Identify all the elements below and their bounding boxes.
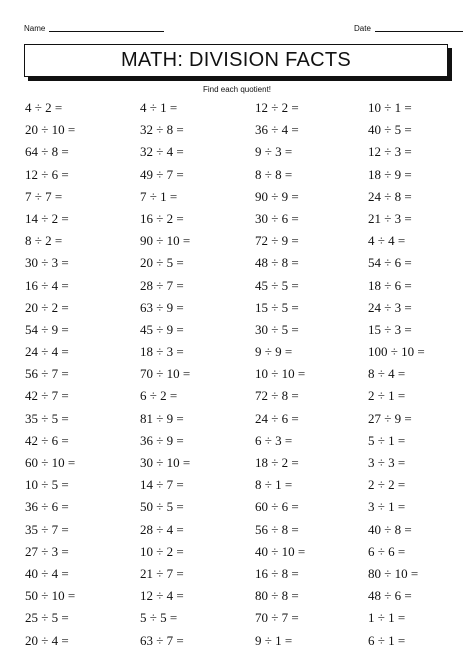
division-problem: 27 ÷ 3 = [25, 543, 69, 559]
division-problem: 28 ÷ 7 = [140, 277, 184, 293]
division-problem: 24 ÷ 6 = [255, 410, 299, 426]
division-problem: 1 ÷ 1 = [368, 610, 406, 626]
title-banner [24, 44, 448, 77]
division-problem: 40 ÷ 5 = [368, 122, 412, 138]
division-problem: 28 ÷ 4 = [140, 521, 184, 537]
division-problem: 40 ÷ 4 = [25, 565, 69, 581]
division-problem: 35 ÷ 5 = [25, 410, 69, 426]
division-problem: 18 ÷ 2 = [255, 455, 299, 470]
division-problem: 15 ÷ 3 = [368, 321, 412, 337]
division-problem: 2 ÷ 1 = [368, 388, 406, 404]
division-problem: 35 ÷ 7 = [25, 521, 69, 537]
division-problem: 8 ÷ 1 = [255, 477, 293, 493]
division-problem: 63 ÷ 7 = [140, 632, 184, 648]
division-problem: 9 ÷ 9 = [255, 344, 293, 360]
division-problem: 40 ÷ 8 = [368, 521, 412, 537]
instruction-text: Find each quotient! [202, 85, 272, 94]
division-problem: 50 ÷ 10 = [25, 588, 76, 604]
division-problem: 30 ÷ 3 = [25, 255, 69, 271]
division-problem: 12 ÷ 2 = [255, 100, 299, 115]
division-problem: 20 ÷ 10 = [25, 122, 76, 138]
division-problem: 24 ÷ 3 = [368, 299, 412, 315]
division-problem: 18 ÷ 3 = [140, 344, 184, 360]
division-problem: 16 ÷ 8 = [255, 565, 299, 581]
division-problem: 4 ÷ 4 = [368, 233, 406, 249]
division-problem: 5 ÷ 5 = [140, 610, 178, 626]
division-problem: 16 ÷ 2 = [140, 210, 184, 226]
division-problem: 36 ÷ 6 = [25, 499, 69, 515]
division-problem: 45 ÷ 9 = [140, 321, 184, 337]
division-problem: 49 ÷ 7 = [140, 166, 184, 182]
division-problem: 72 ÷ 9 = [255, 233, 299, 249]
division-problem: 10 ÷ 1 = [368, 100, 412, 115]
division-problem: 56 ÷ 8 = [255, 521, 299, 537]
problem-grid [25, 97, 465, 652]
division-problem: 4 ÷ 1 = [140, 100, 178, 115]
division-problem: 64 ÷ 8 = [25, 144, 69, 160]
division-problem: 4 ÷ 2 = [25, 100, 63, 115]
division-problem: 18 ÷ 9 = [368, 166, 412, 182]
division-problem: 42 ÷ 7 = [25, 388, 69, 404]
division-problem: 48 ÷ 8 = [255, 255, 299, 271]
division-problem: 12 ÷ 6 = [25, 166, 69, 182]
division-problem: 8 ÷ 2 = [25, 233, 63, 249]
division-problem: 3 ÷ 1 = [368, 499, 406, 515]
division-problem: 9 ÷ 3 = [255, 144, 293, 160]
division-problem: 100 ÷ 10 = [368, 344, 425, 360]
division-problem: 6 ÷ 6 = [368, 543, 406, 559]
division-problem: 8 ÷ 4 = [368, 366, 406, 382]
division-problem: 81 ÷ 9 = [140, 410, 184, 426]
date-label: Date [354, 24, 371, 33]
division-problem: 36 ÷ 4 = [255, 122, 299, 138]
division-problem: 90 ÷ 10 = [140, 233, 191, 249]
division-problem: 80 ÷ 8 = [255, 588, 299, 604]
division-problem: 54 ÷ 9 = [25, 321, 69, 337]
division-problem: 21 ÷ 7 = [140, 565, 184, 581]
division-problem: 50 ÷ 5 = [140, 499, 184, 515]
date-field [354, 24, 463, 33]
name-line [49, 31, 164, 32]
division-problem: 42 ÷ 6 = [25, 432, 69, 448]
division-problem: 90 ÷ 9 = [255, 188, 299, 204]
division-problem: 7 ÷ 1 = [140, 188, 178, 204]
division-problem: 30 ÷ 6 = [255, 210, 299, 226]
division-problem: 20 ÷ 4 = [25, 632, 69, 648]
division-problem: 12 ÷ 3 = [368, 144, 412, 160]
division-problem: 2 ÷ 2 = [368, 477, 406, 493]
division-problem: 9 ÷ 1 = [255, 632, 293, 648]
division-problem: 32 ÷ 8 = [140, 122, 184, 138]
division-problem: 15 ÷ 5 = [255, 299, 299, 315]
page-title: MATH: DIVISION FACTS [120, 49, 352, 71]
division-problem: 10 ÷ 2 = [140, 543, 184, 559]
division-problem: 70 ÷ 7 = [255, 610, 299, 626]
date-line [375, 31, 463, 32]
division-problem: 18 ÷ 6 = [368, 277, 412, 293]
division-problem: 5 ÷ 1 = [368, 432, 406, 448]
division-problem: 20 ÷ 2 = [25, 299, 69, 315]
division-problem: 30 ÷ 10 = [140, 455, 191, 470]
division-problem: 8 ÷ 8 = [255, 166, 293, 182]
name-field [24, 24, 164, 33]
division-problem: 54 ÷ 6 = [368, 255, 412, 271]
division-problem: 24 ÷ 4 = [25, 344, 69, 360]
division-problem: 25 ÷ 5 = [25, 610, 69, 626]
division-problem: 32 ÷ 4 = [140, 144, 184, 160]
division-problem: 6 ÷ 2 = [140, 388, 178, 404]
division-problem: 24 ÷ 8 = [368, 188, 412, 204]
division-problem: 21 ÷ 3 = [368, 210, 412, 226]
division-problem: 6 ÷ 3 = [255, 432, 293, 448]
division-problem: 36 ÷ 9 = [140, 432, 184, 448]
division-problem: 3 ÷ 3 = [368, 455, 406, 470]
division-problem: 14 ÷ 2 = [25, 210, 69, 226]
title-box [24, 44, 448, 77]
header-fields [24, 24, 450, 36]
division-problem: 7 ÷ 7 = [25, 188, 63, 204]
division-problem: 30 ÷ 5 = [255, 321, 299, 337]
division-problem: 70 ÷ 10 = [140, 366, 191, 382]
division-problem: 45 ÷ 5 = [255, 277, 299, 293]
name-label: Name [24, 24, 46, 33]
division-problem: 80 ÷ 10 = [368, 565, 419, 581]
division-problem: 56 ÷ 7 = [25, 366, 69, 382]
division-problem: 10 ÷ 10 = [255, 366, 306, 382]
division-problem: 60 ÷ 6 = [255, 499, 299, 515]
division-problem: 27 ÷ 9 = [368, 410, 412, 426]
division-problem: 20 ÷ 5 = [140, 255, 184, 271]
division-problem: 40 ÷ 10 = [255, 543, 306, 559]
division-problem: 10 ÷ 5 = [25, 477, 69, 493]
division-problem: 14 ÷ 7 = [140, 477, 184, 493]
division-problem: 60 ÷ 10 = [25, 455, 76, 470]
division-problem: 48 ÷ 6 = [368, 588, 412, 604]
division-problem: 6 ÷ 1 = [368, 632, 406, 648]
division-problem: 12 ÷ 4 = [140, 588, 184, 604]
division-problem: 16 ÷ 4 = [25, 277, 69, 293]
division-problem: 72 ÷ 8 = [255, 388, 299, 404]
division-problem: 63 ÷ 9 = [140, 299, 184, 315]
